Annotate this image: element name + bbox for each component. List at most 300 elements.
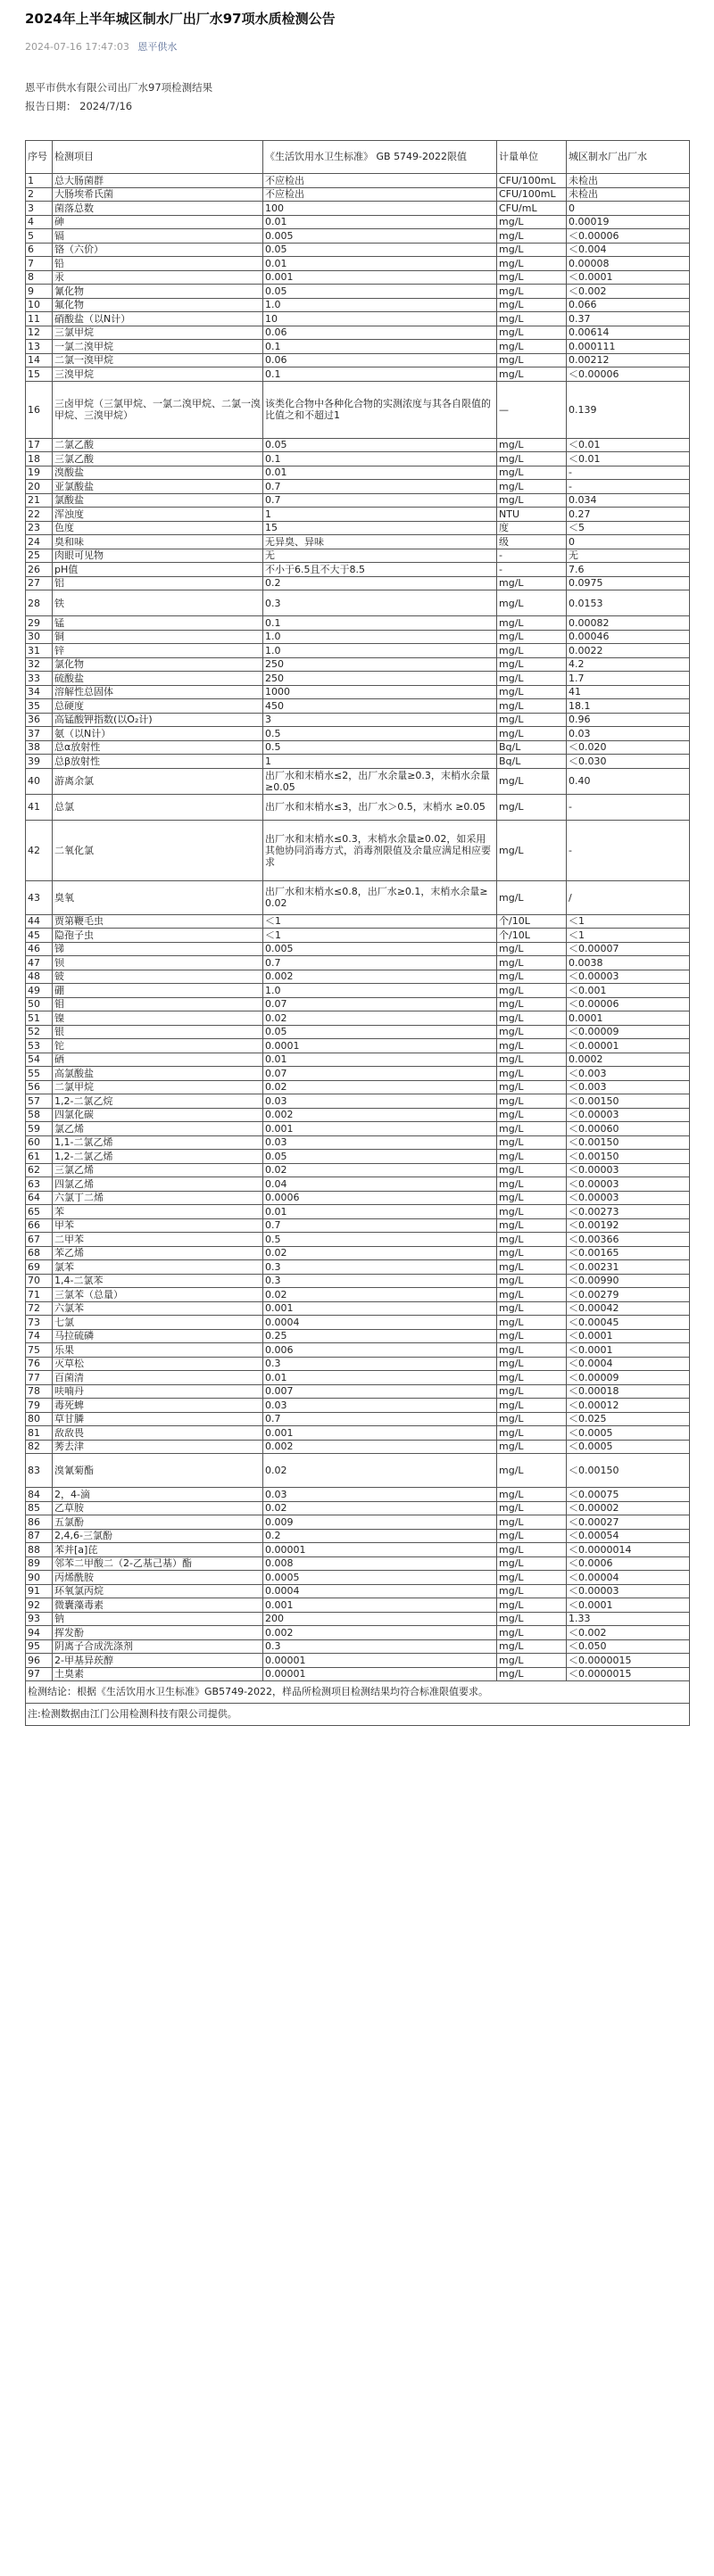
cell-item: 臭氧 (53, 880, 263, 914)
cell-item: 高氯酸盐 (53, 1067, 263, 1081)
cell-result: ＜0.00006 (567, 367, 690, 382)
cell-standard: 0.0004 (263, 1316, 497, 1330)
account-name-link[interactable]: 恩平供水 (137, 41, 178, 53)
table-row (26, 616, 690, 631)
cell-item: 亚氯酸盐 (53, 480, 263, 494)
cell-standard: 0.1 (263, 616, 497, 631)
cell-item: 铝 (53, 576, 263, 590)
table-row (26, 1108, 690, 1122)
cell-no: 37 (26, 727, 53, 741)
cell-result: ＜0.00150 (567, 1135, 690, 1150)
cell-result: 0.00008 (567, 257, 690, 271)
cell-item: 铅 (53, 257, 263, 271)
cell-unit: mg/L (497, 1626, 567, 1640)
cell-standard: 1.0 (263, 644, 497, 658)
cell-item: 1,2-二氯乙烷 (53, 1094, 263, 1109)
cell-standard: 0.2 (263, 576, 497, 590)
cell-no: 52 (26, 1025, 53, 1039)
cell-unit: mg/L (497, 493, 567, 508)
table-row (26, 438, 690, 452)
cell-standard: 0.007 (263, 1384, 497, 1399)
cell-item: 硫酸盐 (53, 672, 263, 686)
cell-no: 78 (26, 1384, 53, 1399)
cell-item: 三氯乙烯 (53, 1163, 263, 1177)
cell-item: 铜 (53, 630, 263, 644)
cell-unit: mg/L (497, 367, 567, 382)
cell-unit: mg/L (497, 285, 567, 299)
cell-unit: mg/L (497, 768, 567, 794)
cell-standard: 0.01 (263, 1053, 497, 1067)
cell-result: ＜0.00231 (567, 1260, 690, 1275)
cell-item: 铬（六价） (53, 243, 263, 257)
table-row (26, 1626, 690, 1640)
cell-no: 51 (26, 1011, 53, 1026)
table-header-row (26, 141, 690, 174)
cell-result: ＜0.004 (567, 243, 690, 257)
cell-result: 18.1 (567, 699, 690, 714)
cell-unit: mg/L (497, 956, 567, 970)
cell-unit: mg/L (497, 215, 567, 229)
cell-item: 游离余氯 (53, 768, 263, 794)
table-row (26, 340, 690, 354)
cell-item: 菌落总数 (53, 202, 263, 216)
cell-result: ＜0.002 (567, 1626, 690, 1640)
cell-unit: mg/L (497, 1529, 567, 1543)
cell-unit: mg/L (497, 243, 567, 257)
cell-item: 三卤甲烷（三氯甲烷、一氯二溴甲烷、二氯一溴甲烷、三溴甲烷） (53, 381, 263, 438)
cell-no: 28 (26, 590, 53, 616)
cell-no: 87 (26, 1529, 53, 1543)
cell-unit: CFU/mL (497, 202, 567, 216)
cell-item: 溶解性总固体 (53, 685, 263, 699)
cell-item: 氟化物 (53, 298, 263, 312)
table-row (26, 535, 690, 549)
cell-standard: 0.3 (263, 1357, 497, 1371)
cell-standard: 250 (263, 657, 497, 672)
cell-standard: 0.5 (263, 1233, 497, 1247)
cell-item: 硼 (53, 984, 263, 998)
cell-standard: 0.5 (263, 727, 497, 741)
cell-no: 21 (26, 493, 53, 508)
cell-standard: 1.0 (263, 984, 497, 998)
cell-unit: mg/L (497, 794, 567, 820)
cell-unit: mg/L (497, 1488, 567, 1502)
cell-unit: mg/L (497, 1654, 567, 1668)
cell-no: 44 (26, 914, 53, 929)
cell-item: 二甲苯 (53, 1233, 263, 1247)
cell-standard: 不应检出 (263, 187, 497, 202)
cell-standard: 出厂水和末梢水≤2，出厂水余量≥0.3，末梢水余量≥0.05 (263, 768, 497, 794)
cell-unit: mg/L (497, 997, 567, 1011)
cell-standard: 0.001 (263, 1598, 497, 1613)
cell-result: ＜0.00150 (567, 1454, 690, 1488)
table-row (26, 493, 690, 508)
cell-no: 55 (26, 1067, 53, 1081)
cell-result: ＜0.00004 (567, 1571, 690, 1585)
cell-no: 33 (26, 672, 53, 686)
table-row (26, 1316, 690, 1330)
table-row (26, 229, 690, 244)
cell-standard: 1 (263, 755, 497, 769)
cell-no: 38 (26, 740, 53, 755)
cell-result: ＜0.0001 (567, 1598, 690, 1613)
cell-result: - (567, 466, 690, 480)
cell-standard: 0.02 (263, 1501, 497, 1515)
cell-unit: mg/L (497, 340, 567, 354)
cell-result: ＜0.00001 (567, 1039, 690, 1053)
cell-no: 20 (26, 480, 53, 494)
cell-no: 12 (26, 326, 53, 340)
table-row (26, 1515, 690, 1530)
cell-result: ＜0.00009 (567, 1025, 690, 1039)
cell-no: 32 (26, 657, 53, 672)
cell-unit: mg/L (497, 1191, 567, 1205)
cell-no: 69 (26, 1260, 53, 1275)
table-row (26, 1135, 690, 1150)
cell-standard: 0.00001 (263, 1667, 497, 1681)
cell-standard: ＜1 (263, 929, 497, 943)
cell-no: 43 (26, 880, 53, 914)
cell-no: 61 (26, 1150, 53, 1164)
cell-standard: 0.3 (263, 590, 497, 616)
cell-result: ＜0.00003 (567, 1177, 690, 1192)
cell-result: ＜0.0001 (567, 270, 690, 285)
cell-result: 0.0975 (567, 576, 690, 590)
cell-result: 0.96 (567, 713, 690, 727)
cell-result: ＜0.00060 (567, 1122, 690, 1136)
cell-result: 7.6 (567, 563, 690, 577)
cell-result: ＜0.030 (567, 755, 690, 769)
article-title: 2024年上半年城区制水厂出厂水97项水质检测公告 (25, 11, 336, 27)
cell-no: 62 (26, 1163, 53, 1177)
cell-unit: mg/L (497, 1053, 567, 1067)
cell-result: ＜0.001 (567, 984, 690, 998)
table-row (26, 755, 690, 769)
table-row (26, 285, 690, 299)
cell-item: 三氯甲烷 (53, 326, 263, 340)
cell-no: 35 (26, 699, 53, 714)
cell-item: 硒 (53, 1053, 263, 1067)
cell-no: 4 (26, 215, 53, 229)
cell-item: 三溴甲烷 (53, 367, 263, 382)
header-item: 检测项目 (53, 141, 263, 174)
cell-standard: 0.04 (263, 1177, 497, 1192)
cell-result: 0.0038 (567, 956, 690, 970)
table-row (26, 1233, 690, 1247)
cell-unit: mg/L (497, 1584, 567, 1598)
cell-no: 63 (26, 1177, 53, 1192)
cell-result: 0.00082 (567, 616, 690, 631)
table-row (26, 630, 690, 644)
cell-unit: mg/L (497, 1426, 567, 1441)
cell-result: ＜0.0004 (567, 1357, 690, 1371)
table-row (26, 576, 690, 590)
cell-item: 环氧氯丙烷 (53, 1584, 263, 1598)
cell-item: 1,2-二氯乙烯 (53, 1150, 263, 1164)
table-row (26, 243, 690, 257)
cell-no: 41 (26, 794, 53, 820)
table-row (26, 466, 690, 480)
table-row (26, 1598, 690, 1613)
header-result: 城区制水厂出厂水 (567, 141, 690, 174)
table-row (26, 1543, 690, 1557)
cell-no: 58 (26, 1108, 53, 1122)
cell-no: 68 (26, 1246, 53, 1260)
cell-standard: 0.03 (263, 1135, 497, 1150)
table-row (26, 1654, 690, 1668)
table-row (26, 1501, 690, 1515)
cell-unit: mg/L (497, 466, 567, 480)
cell-no: 89 (26, 1556, 53, 1571)
cell-standard: 0.02 (263, 1288, 497, 1302)
cell-item: 阴离子合成洗涤剂 (53, 1639, 263, 1654)
cell-item: 氯酸盐 (53, 493, 263, 508)
cell-item: 隐孢子虫 (53, 929, 263, 943)
cell-result: 0.139 (567, 381, 690, 438)
cell-unit: mg/L (497, 1260, 567, 1275)
cell-item: 微囊藻毒素 (53, 1598, 263, 1613)
cell-unit: - (497, 563, 567, 577)
cell-no: 57 (26, 1094, 53, 1109)
cell-no: 79 (26, 1399, 53, 1413)
cell-standard: 0.1 (263, 367, 497, 382)
cell-no: 83 (26, 1454, 53, 1488)
cell-result: ＜0.00003 (567, 1584, 690, 1598)
water-quality-table (25, 140, 690, 1726)
table-row (26, 381, 690, 438)
table-row (26, 997, 690, 1011)
table-row (26, 1440, 690, 1454)
cell-unit: mg/L (497, 644, 567, 658)
cell-item: 总硬度 (53, 699, 263, 714)
cell-result: ＜0.00007 (567, 942, 690, 956)
cell-result: ＜0.00192 (567, 1218, 690, 1233)
cell-result: ＜0.0000015 (567, 1667, 690, 1681)
cell-standard: 0.005 (263, 229, 497, 244)
cell-standard: 0.002 (263, 1440, 497, 1454)
cell-result: 4.2 (567, 657, 690, 672)
cell-no: 46 (26, 942, 53, 956)
cell-result: 0.00046 (567, 630, 690, 644)
cell-standard: 0.3 (263, 1274, 497, 1288)
table-row (26, 644, 690, 658)
cell-item: 土臭素 (53, 1667, 263, 1681)
cell-no: 96 (26, 1654, 53, 1668)
cell-item: 灭草松 (53, 1357, 263, 1371)
table-row (26, 1488, 690, 1502)
table-row (26, 215, 690, 229)
cell-standard: 0.03 (263, 1399, 497, 1413)
table-row (26, 1329, 690, 1343)
cell-standard: 0.01 (263, 1371, 497, 1385)
cell-item: 六氯苯 (53, 1301, 263, 1316)
table-row (26, 1584, 690, 1598)
cell-standard: 出厂水和末梢水≤3，出厂水＞0.5，末梢水 ≥0.05 (263, 794, 497, 820)
cell-result: ＜0.020 (567, 740, 690, 755)
cell-result: ＜0.01 (567, 452, 690, 466)
cell-item: 锑 (53, 942, 263, 956)
cell-result: 0.000111 (567, 340, 690, 354)
table-row (26, 1384, 690, 1399)
cell-unit: mg/L (497, 820, 567, 880)
cell-result: 0.27 (567, 508, 690, 522)
cell-no: 76 (26, 1357, 53, 1371)
cell-item: 钼 (53, 997, 263, 1011)
cell-unit: mg/L (497, 298, 567, 312)
table-row (26, 1053, 690, 1067)
cell-result: - (567, 820, 690, 880)
cell-result: ＜0.0000014 (567, 1543, 690, 1557)
cell-result: 0.0153 (567, 590, 690, 616)
table-footer-row (26, 1704, 690, 1726)
table-row (26, 1454, 690, 1488)
cell-unit: mg/L (497, 1205, 567, 1219)
cell-item: 2,4,6-三氯酚 (53, 1529, 263, 1543)
cell-no: 93 (26, 1612, 53, 1626)
cell-no: 10 (26, 298, 53, 312)
cell-item: 总α放射性 (53, 740, 263, 755)
cell-no: 81 (26, 1426, 53, 1441)
cell-no: 3 (26, 202, 53, 216)
cell-item: 氯乙烯 (53, 1122, 263, 1136)
cell-result: 0.0022 (567, 644, 690, 658)
cell-unit: 级 (497, 535, 567, 549)
cell-item: 五氯酚 (53, 1515, 263, 1530)
cell-standard: 0.001 (263, 1122, 497, 1136)
cell-no: 94 (26, 1626, 53, 1640)
cell-standard: 0.002 (263, 1626, 497, 1640)
cell-no: 60 (26, 1135, 53, 1150)
table-row (26, 1205, 690, 1219)
cell-standard: 0.07 (263, 1067, 497, 1081)
cell-no: 70 (26, 1274, 53, 1288)
cell-item: 氯苯 (53, 1260, 263, 1275)
cell-standard: 0.02 (263, 1080, 497, 1094)
cell-standard: 0.1 (263, 340, 497, 354)
cell-unit: mg/L (497, 1515, 567, 1530)
cell-standard: 不小于6.5且不大于8.5 (263, 563, 497, 577)
table-row (26, 1122, 690, 1136)
cell-no: 88 (26, 1543, 53, 1557)
cell-unit: mg/L (497, 1150, 567, 1164)
cell-no: 71 (26, 1288, 53, 1302)
cell-unit: mg/L (497, 353, 567, 367)
cell-no: 31 (26, 644, 53, 658)
header-no: 序号 (26, 141, 53, 174)
cell-no: 97 (26, 1667, 53, 1681)
cell-item: 苯乙烯 (53, 1246, 263, 1260)
cell-standard: 0.03 (263, 1094, 497, 1109)
cell-unit: mg/L (497, 1571, 567, 1585)
cell-no: 66 (26, 1218, 53, 1233)
table-row (26, 1301, 690, 1316)
table-row (26, 367, 690, 382)
cell-no: 18 (26, 452, 53, 466)
org-line: 恩平市供水有限公司出厂水97项检测结果 (25, 81, 213, 94)
cell-unit: mg/L (497, 1163, 567, 1177)
cell-result: ＜0.0006 (567, 1556, 690, 1571)
cell-unit: mg/L (497, 312, 567, 326)
cell-standard: 0.7 (263, 1412, 497, 1426)
cell-no: 54 (26, 1053, 53, 1067)
cell-item: 乙草胺 (53, 1501, 263, 1515)
cell-item: 百菌清 (53, 1371, 263, 1385)
cell-standard: 0.01 (263, 257, 497, 271)
cell-item: 毒死蜱 (53, 1399, 263, 1413)
cell-no: 85 (26, 1501, 53, 1515)
cell-result: ＜0.025 (567, 1412, 690, 1426)
cell-result: 0.0001 (567, 1011, 690, 1026)
cell-item: 铍 (53, 970, 263, 984)
cell-item: 氰化物 (53, 285, 263, 299)
cell-item: 马拉硫磷 (53, 1329, 263, 1343)
cell-unit: mg/L (497, 438, 567, 452)
cell-item: 贾第鞭毛虫 (53, 914, 263, 929)
header-unit: 计量单位 (497, 141, 567, 174)
cell-unit: mg/L (497, 452, 567, 466)
cell-unit: mg/L (497, 1274, 567, 1288)
cell-standard: 0.7 (263, 480, 497, 494)
cell-item: 二氯乙酸 (53, 438, 263, 452)
cell-unit: mg/L (497, 1639, 567, 1654)
cell-standard: 0.01 (263, 1205, 497, 1219)
cell-standard: 0.7 (263, 1218, 497, 1233)
cell-unit: mg/L (497, 727, 567, 741)
cell-standard: 0.00001 (263, 1654, 497, 1668)
cell-item: 砷 (53, 215, 263, 229)
cell-standard: 200 (263, 1612, 497, 1626)
table-row (26, 1288, 690, 1302)
cell-result: ＜0.00150 (567, 1150, 690, 1164)
cell-no: 17 (26, 438, 53, 452)
cell-unit: mg/L (497, 1122, 567, 1136)
cell-standard: 0.001 (263, 1426, 497, 1441)
cell-item: 总氯 (53, 794, 263, 820)
table-row (26, 1080, 690, 1094)
cell-no: 80 (26, 1412, 53, 1426)
cell-result: 0.00614 (567, 326, 690, 340)
cell-standard: 该类化合物中各种化合物的实测浓度与其各自限值的比值之和不超过1 (263, 381, 497, 438)
cell-item: 硝酸盐（以N计） (53, 312, 263, 326)
cell-no: 7 (26, 257, 53, 271)
cell-unit: mg/L (497, 1440, 567, 1454)
cell-item: 铊 (53, 1039, 263, 1053)
cell-no: 26 (26, 563, 53, 577)
cell-unit: mg/L (497, 1501, 567, 1515)
cell-no: 65 (26, 1205, 53, 1219)
cell-result: 0 (567, 535, 690, 549)
cell-no: 82 (26, 1440, 53, 1454)
table-row (26, 508, 690, 522)
table-row (26, 1094, 690, 1109)
cell-standard: 0.5 (263, 740, 497, 755)
cell-item: 草甘膦 (53, 1412, 263, 1426)
table-row (26, 1150, 690, 1164)
cell-unit: mg/L (497, 1246, 567, 1260)
cell-item: 乐果 (53, 1343, 263, 1358)
table-row (26, 685, 690, 699)
cell-item: 总大肠菌群 (53, 174, 263, 188)
cell-unit: mg/L (497, 1135, 567, 1150)
data-source-note: 注:检测数据由江门公用检测科技有限公司提供。 (26, 1704, 690, 1726)
cell-unit: mg/L (497, 1288, 567, 1302)
table-row (26, 1412, 690, 1426)
cell-item: 色度 (53, 521, 263, 535)
cell-standard: 0.02 (263, 1246, 497, 1260)
cell-result: ＜0.00003 (567, 1163, 690, 1177)
table-row (26, 956, 690, 970)
cell-unit: Bq/L (497, 740, 567, 755)
